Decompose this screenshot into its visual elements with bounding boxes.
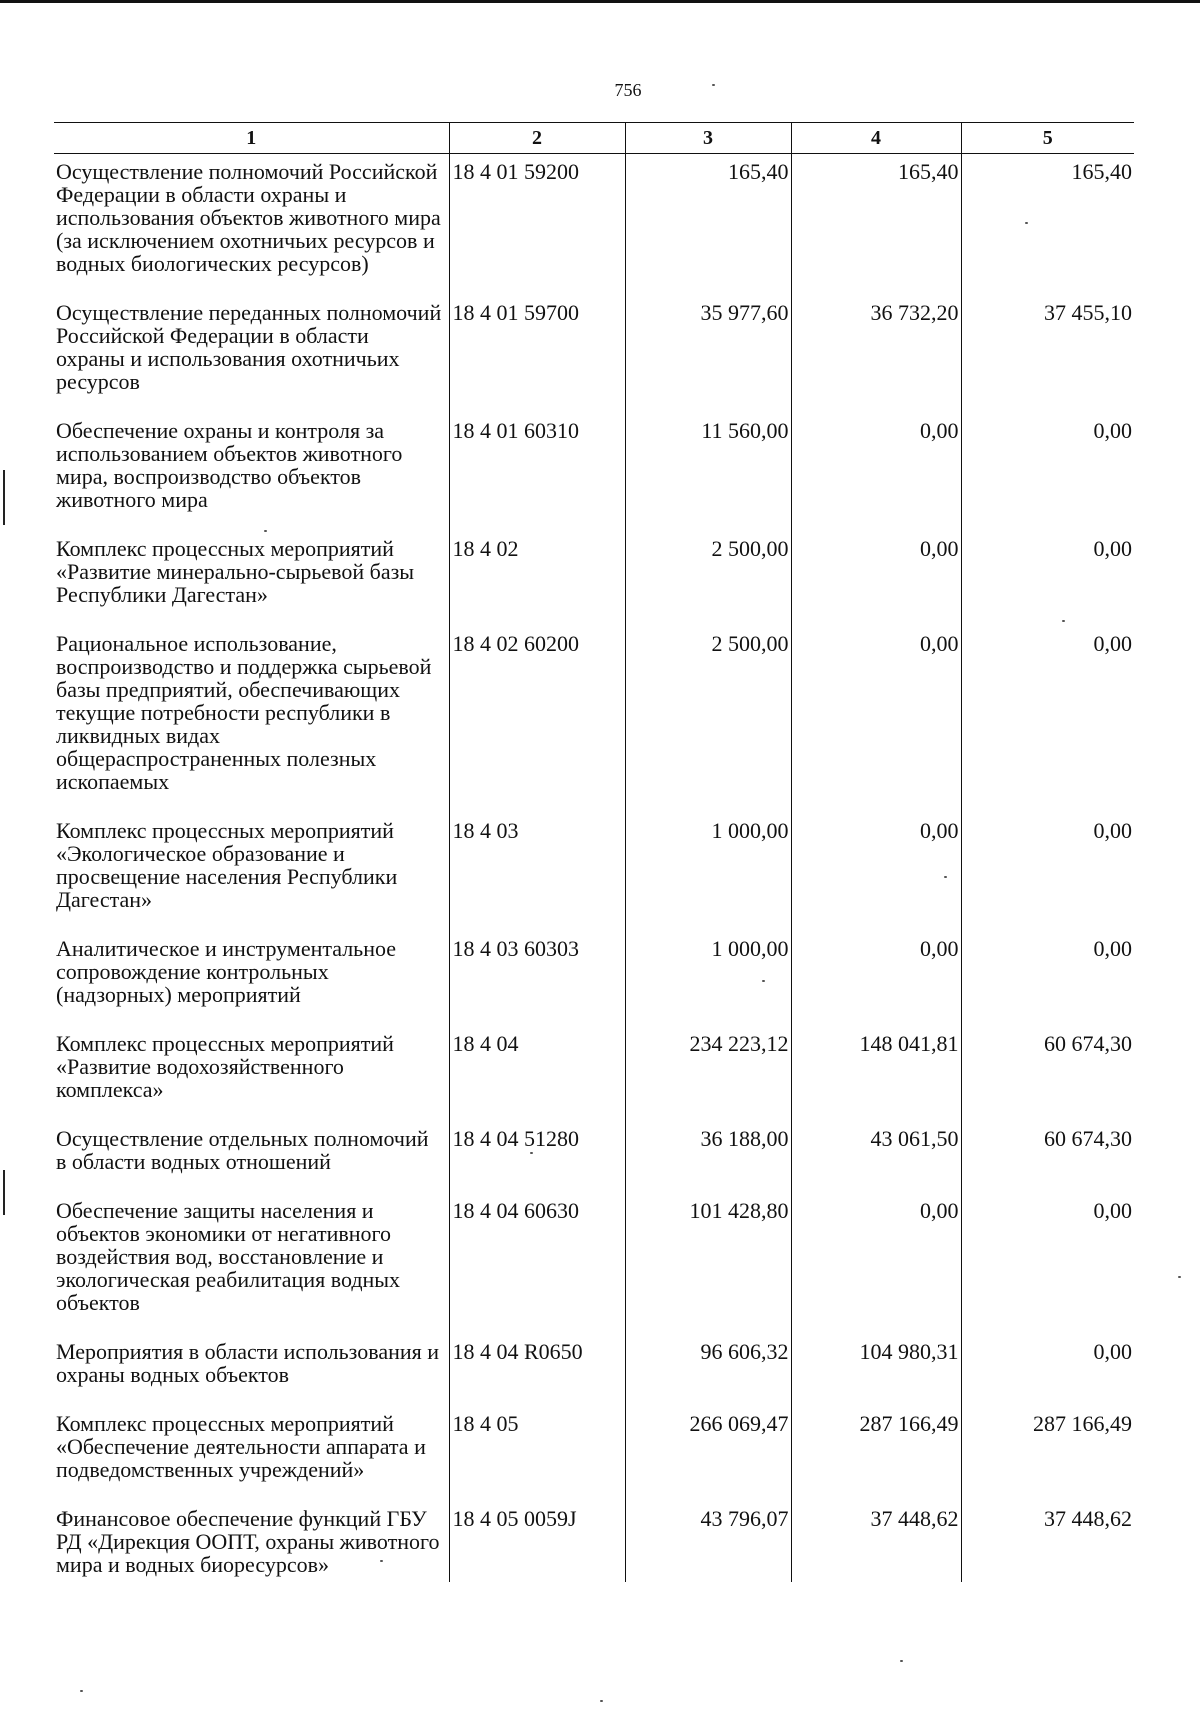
table-row bbox=[54, 413, 1134, 531]
scan-speck bbox=[380, 1560, 383, 1562]
row-code: 18 4 01 59700 bbox=[449, 295, 625, 413]
row-name: Мероприятия в области использования и охраны водных объектов bbox=[56, 1339, 440, 1387]
row-code: 18 4 03 60303 bbox=[449, 931, 625, 1026]
budget-table bbox=[54, 122, 1134, 1582]
row-value-col3: 36 188,00 bbox=[625, 1121, 791, 1193]
row-code: 18 4 04 51280 bbox=[449, 1121, 625, 1193]
scan-left-mark bbox=[3, 470, 5, 525]
row-value-col5: 0,00 bbox=[961, 531, 1134, 626]
row-value-col3: 35 977,60 bbox=[625, 295, 791, 413]
scan-speck bbox=[1062, 620, 1065, 622]
row-value-col4: 37 448,62 bbox=[791, 1501, 961, 1582]
row-value-col3: 1 000,00 bbox=[625, 813, 791, 931]
header-col-2: 2 bbox=[449, 123, 625, 154]
row-value-col5: 60 674,30 bbox=[961, 1026, 1134, 1121]
scan-speck bbox=[80, 1690, 83, 1692]
row-value-col5: 37 455,10 bbox=[961, 295, 1134, 413]
row-name: Осуществление переданных полномочий Российской Федерации в области охраны и использования охотничьих ресурсов bbox=[56, 300, 442, 394]
row-value-col3: 165,40 bbox=[625, 154, 791, 296]
row-name: Комплекс процессных мероприятий «Экологическое образование и просвещение населения Республики Дагестан» bbox=[56, 818, 398, 912]
page-number: 756 bbox=[614, 80, 642, 100]
scan-speck bbox=[944, 876, 947, 878]
row-value-col3: 2 500,00 bbox=[625, 626, 791, 813]
row-code: 18 4 04 R0650 bbox=[449, 1334, 625, 1406]
row-value-col4: 0,00 bbox=[791, 931, 961, 1026]
row-value-col4: 0,00 bbox=[791, 531, 961, 626]
row-value-col4: 104 980,31 bbox=[791, 1334, 961, 1406]
row-code: 18 4 04 60630 bbox=[449, 1193, 625, 1334]
scan-speck bbox=[264, 530, 267, 532]
header-col-4: 4 bbox=[791, 123, 961, 154]
row-value-col5: 0,00 bbox=[961, 931, 1134, 1026]
table-row bbox=[54, 813, 1134, 931]
row-value-col3: 234 223,12 bbox=[625, 1026, 791, 1121]
row-value-col4: 287 166,49 bbox=[791, 1406, 961, 1501]
scan-speck bbox=[1178, 1276, 1181, 1278]
scan-speck bbox=[900, 1660, 903, 1662]
table-row bbox=[54, 931, 1134, 1026]
row-value-col4: 148 041,81 bbox=[791, 1026, 961, 1121]
table-row bbox=[54, 1406, 1134, 1501]
row-name: Осуществление полномочий Российской Федерации в области охраны и использования объектов животного мира (за исключением охотничьих ресурсов и водных биологических ресурсов) bbox=[56, 159, 441, 276]
row-value-col3: 43 796,07 bbox=[625, 1501, 791, 1582]
row-value-col4: 0,00 bbox=[791, 413, 961, 531]
row-value-col4: 43 061,50 bbox=[791, 1121, 961, 1193]
row-value-col4: 0,00 bbox=[791, 1193, 961, 1334]
row-code: 18 4 02 60200 bbox=[449, 626, 625, 813]
row-value-col3: 96 606,32 bbox=[625, 1334, 791, 1406]
scan-left-mark bbox=[3, 1170, 5, 1215]
table-row bbox=[54, 295, 1134, 413]
row-code: 18 4 05 bbox=[449, 1406, 625, 1501]
row-value-col3: 1 000,00 bbox=[625, 931, 791, 1026]
row-code: 18 4 05 0059J bbox=[449, 1501, 625, 1582]
row-value-col4: 0,00 bbox=[791, 626, 961, 813]
header-col-5: 5 bbox=[961, 123, 1134, 154]
row-value-col3: 2 500,00 bbox=[625, 531, 791, 626]
row-name: Комплекс процессных мероприятий «Обеспечение деятельности аппарата и подведомственных учреждений» bbox=[56, 1411, 426, 1482]
scan-speck bbox=[762, 980, 765, 982]
row-code: 18 4 03 bbox=[449, 813, 625, 931]
row-name: Комплекс процессных мероприятий «Развитие водохозяйственного комплекса» bbox=[56, 1031, 394, 1102]
table-row bbox=[54, 154, 1134, 296]
row-value-col5: 0,00 bbox=[961, 413, 1134, 531]
row-name: Осуществление отдельных полномочий в области водных отношений bbox=[56, 1126, 429, 1174]
row-value-col4: 165,40 bbox=[791, 154, 961, 296]
row-value-col5: 287 166,49 bbox=[961, 1406, 1134, 1501]
row-value-col3: 11 560,00 bbox=[625, 413, 791, 531]
table-row bbox=[54, 626, 1134, 813]
row-value-col5: 60 674,30 bbox=[961, 1121, 1134, 1193]
row-name: Обеспечение защиты населения и объектов экономики от негативного воздействия вод, восстановление и экологическая реабилитация водных объектов bbox=[56, 1198, 401, 1315]
table-row bbox=[54, 1334, 1134, 1406]
table-row bbox=[54, 1193, 1134, 1334]
row-code: 18 4 02 bbox=[449, 531, 625, 626]
scan-speck bbox=[712, 84, 715, 86]
table-row bbox=[54, 1501, 1134, 1582]
row-value-col3: 266 069,47 bbox=[625, 1406, 791, 1501]
table-row bbox=[54, 1121, 1134, 1193]
scan-speck bbox=[530, 1152, 533, 1154]
row-value-col3: 101 428,80 bbox=[625, 1193, 791, 1334]
row-value-col5: 0,00 bbox=[961, 1334, 1134, 1406]
row-value-col4: 36 732,20 bbox=[791, 295, 961, 413]
scan-top-edge bbox=[0, 0, 1200, 3]
row-value-col4: 0,00 bbox=[791, 813, 961, 931]
table-row bbox=[54, 531, 1134, 626]
row-value-col5: 0,00 bbox=[961, 626, 1134, 813]
scan-speck bbox=[1025, 222, 1028, 224]
row-value-col5: 165,40 bbox=[961, 154, 1134, 296]
row-name: Финансовое обеспечение функций ГБУ РД «Дирекция ООПТ, охраны животного мира и водных биоресурсов» bbox=[56, 1506, 440, 1577]
row-code: 18 4 04 bbox=[449, 1026, 625, 1121]
row-name: Обеспечение охраны и контроля за использованием объектов животного мира, воспроизводство объектов животного мира bbox=[56, 418, 403, 512]
row-value-col5: 0,00 bbox=[961, 813, 1134, 931]
table-row bbox=[54, 1026, 1134, 1121]
row-name: Аналитическое и инструментальное сопровождение контрольных (надзорных) мероприятий bbox=[56, 936, 397, 1007]
header-col-1: 1 bbox=[54, 123, 449, 154]
row-code: 18 4 01 60310 bbox=[449, 413, 625, 531]
row-value-col5: 37 448,62 bbox=[961, 1501, 1134, 1582]
row-value-col5: 0,00 bbox=[961, 1193, 1134, 1334]
row-name: Комплекс процессных мероприятий «Развитие минерально-сырьевой базы Республики Дагестан» bbox=[56, 536, 415, 607]
scan-speck bbox=[600, 1700, 603, 1702]
row-code: 18 4 01 59200 bbox=[449, 154, 625, 296]
header-col-3: 3 bbox=[625, 123, 791, 154]
header-row bbox=[54, 123, 1134, 154]
row-name: Рациональное использование, воспроизводство и поддержка сырьевой базы предприятий, обеспечивающих текущие потребности республики в ликвидных видах общераспространенных полезных ископаемых bbox=[56, 631, 432, 794]
